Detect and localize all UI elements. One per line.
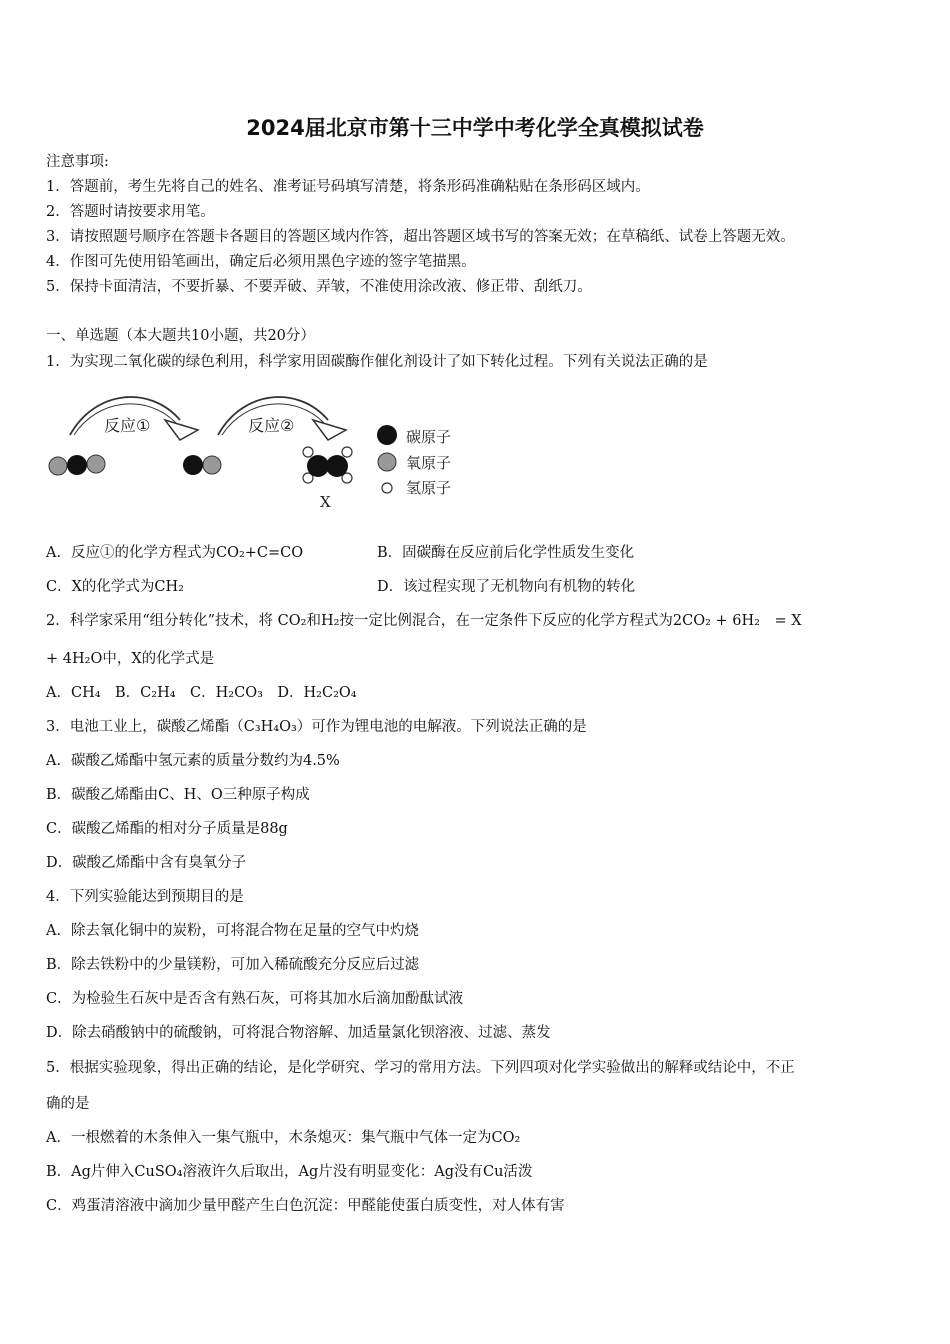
q4-stem: 4．下列实验能达到预期目的是 <box>46 889 244 905</box>
legend-carbon: 碳原子 <box>406 428 452 446</box>
notice-item-4: 4．作图可先使用铅笔画出，确定后必须用黑色字迹的签字笔描黑。 <box>46 254 476 270</box>
q3-option-a: A．碳酸乙烯酯中氢元素的质量分数约为4.5% <box>46 753 340 769</box>
legend-hydrogen: 氢原子 <box>406 479 452 497</box>
page-title: 2024届北京市第十三中学中考化学全真模拟试卷 <box>246 116 704 140</box>
q3-option-b: B．碳酸乙烯酯由C、H、O三种原子构成 <box>46 787 310 803</box>
q3-option-d: D．碳酸乙烯酯中含有臭氧分子 <box>46 855 247 871</box>
q5-option-b: B．Ag片伸入CuSO₄溶液许久后取出，Ag片没有明显变化：Ag没有Cu活泼 <box>46 1164 533 1180</box>
q1-option-c: C．X的化学式为CH₂ <box>46 579 184 595</box>
q2-stem-line2: + 4H₂O中，X的化学式是 <box>46 651 215 667</box>
q1-option-d: D．该过程实现了无机物向有机物的转化 <box>377 579 636 595</box>
notice-item-3: 3．请按照题号顺序在答题卡各题目的答题区域内作答，超出答题区域书写的答案无效；在草稿纸、试卷上答题无效。 <box>46 229 795 245</box>
legend-oxygen: 氧原子 <box>406 454 452 472</box>
q1-option-b: B．固碳酶在反应前后化学性质发生变化 <box>377 545 635 561</box>
q5-stem-line1: 5．根据实验现象，得出正确的结论，是化学研究、学习的常用方法。下列四项对化学实验做出的解释或结论中，不正 <box>46 1060 795 1076</box>
reaction-diagram <box>40 390 480 520</box>
q4-option-a: A．除去氧化铜中的炭粉，可将混合物在足量的空气中灼烧 <box>46 923 419 939</box>
q1-option-a: A．反应①的化学方程式为CO₂+C=CO <box>46 545 304 561</box>
x-molecule-icon <box>303 447 352 483</box>
q5-option-a: A．一根燃着的木条伸入一集气瓶中，木条熄灭：集气瓶中气体一定为CO₂ <box>46 1130 521 1146</box>
q2-stem-line1: 2．科学家采用“组分转化”技术，将 CO₂和H₂按一定比例混合，在一定条件下反应的化学方程式为2CO₂ + 6H₂ = X <box>46 613 802 629</box>
q5-stem-line2: 确的是 <box>46 1096 90 1112</box>
q3-stem: 3．电池工业上，碳酸乙烯酯（C₃H₄O₃）可作为锂电池的电解液。下列说法正确的是 <box>46 719 587 735</box>
q3-option-c: C．碳酸乙烯酯的相对分子质量是88g <box>46 821 288 837</box>
notice-item-2: 2．答题时请按要求用笔。 <box>46 204 215 220</box>
reaction1-label: 反应① <box>104 416 151 435</box>
notice-item-5: 5．保持卡面清洁，不要折暴、不要弄破、弄皱，不准使用涂改液、修正带、刮纸刀。 <box>46 279 592 295</box>
co2-molecule-icon <box>49 455 105 475</box>
oxygen-atom-icon <box>378 453 396 471</box>
q4-option-c: C．为检验生石灰中是否含有熟石灰，可将其加水后滴加酚酞试液 <box>46 991 464 1007</box>
hydrogen-atom-icon <box>382 483 392 493</box>
notice-item-1: 1．答题前，考生先将自己的姓名、准考证号码填写清楚，将条形码准确粘贴在条形码区域内。 <box>46 179 650 195</box>
reaction2-label: 反应② <box>248 416 295 435</box>
q4-option-b: B．除去铁粉中的少量镁粉，可加入稀硫酸充分反应后过滤 <box>46 957 420 973</box>
q2-options: A．CH₄ B．C₂H₄ C．H₂CO₃ D．H₂C₂O₄ <box>46 685 357 701</box>
notice-heading: 注意事项: <box>46 154 109 170</box>
carbon-atom-icon <box>377 425 397 445</box>
co-molecule-icon <box>183 455 221 475</box>
q5-option-c: C．鸡蛋清溶液中滴加少量甲醛产生白色沉淀：甲醛能使蛋白质变性，对人体有害 <box>46 1198 565 1214</box>
q1-stem: 1．为实现二氧化碳的绿色利用，科学家用固碳酶作催化剂设计了如下转化过程。下列有关说法正确的是 <box>46 354 708 370</box>
q4-option-d: D．除去硝酸钠中的硫酸钠，可将混合物溶解、加适量氯化钡溶液、过滤、蒸发 <box>46 1025 551 1041</box>
section-heading: 一、单选题（本大题共10小题，共20分） <box>46 328 315 344</box>
x-label: X <box>320 493 331 511</box>
